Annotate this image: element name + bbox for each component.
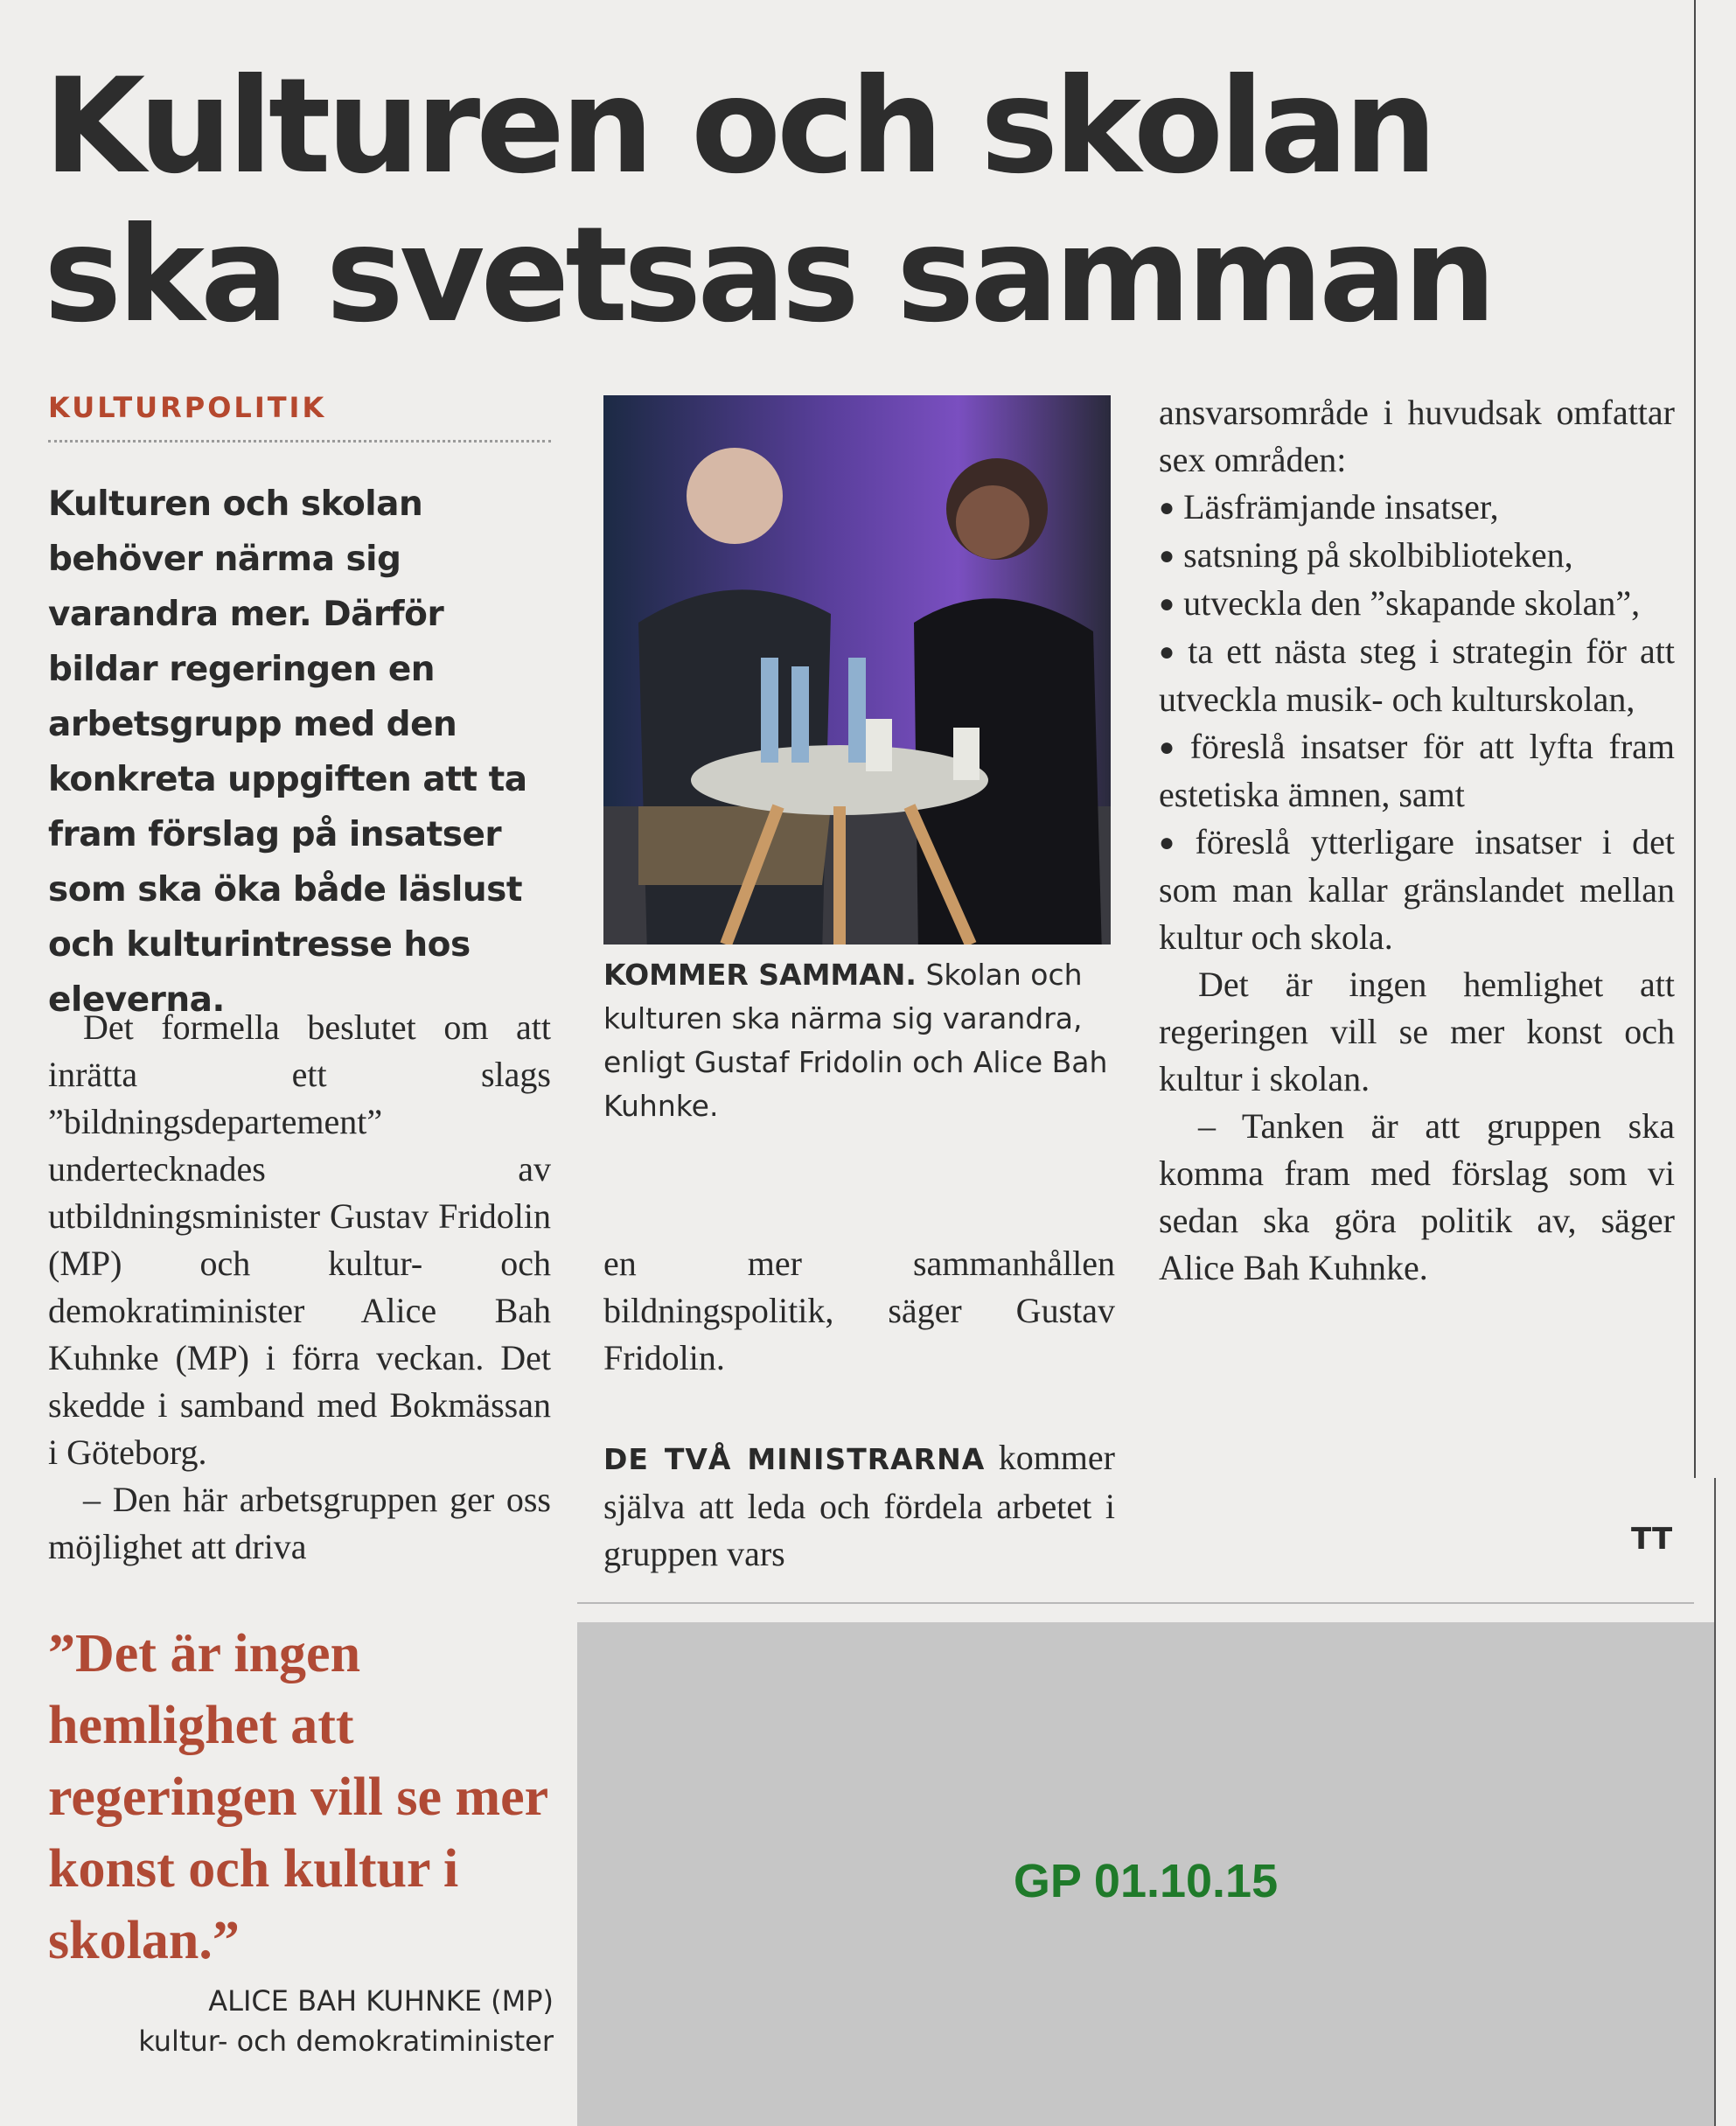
- headline: [44, 52, 1670, 350]
- list-item: ● föreslå ytterligare insatser i det som man kallar gränslandet mellan kultur och skola.: [1159, 819, 1675, 961]
- article-column-3: [1159, 389, 1675, 1292]
- caption-lead: KOMMER SAMMAN.: [603, 958, 917, 992]
- list-item: ● ta ett nästa steg i strategin för att utveckla musik- och kulturskolan,: [1159, 628, 1675, 723]
- quote-attribution: [48, 1981, 554, 2061]
- quote-name: ALICE BAH KUHNKE (MP): [208, 1984, 554, 2018]
- photo-caption: [603, 953, 1115, 1128]
- bullet-list: [1159, 484, 1675, 961]
- paragraph: – Tanken är att gruppen ska komma fram med förslag som vi sedan ska göra politik av, säger Alice Bah Kuhnke.: [1159, 1106, 1675, 1287]
- paragraph: Det formella beslutet om att inrätta ett slags ”bildningsdepartement” undertecknades av utbildningsminister Gustav Fridolin (MP) och kultur- och demokratiminister Alice Bah Kuhnke (MP) i förra veckan. Det skedde i samband med Bokmässan i Göteborg.: [48, 1007, 551, 1472]
- page-edge: [1714, 1478, 1716, 2126]
- source-stamp: GP 01.10.15: [1013, 1855, 1279, 1907]
- photo-illustration: [603, 395, 1111, 945]
- list-item: ● satsning på skolbiblioteken,: [1159, 532, 1675, 580]
- column-rule: [1694, 0, 1696, 1478]
- paragraph-text: kommer själva att leda och fördela arbetet i gruppen vars: [603, 1438, 1115, 1573]
- headline-line2: ska svetsas samman: [44, 199, 1493, 352]
- paragraph: – Den här arbetsgruppen ger oss möjlighet att driva: [48, 1480, 551, 1566]
- article-column-1: [48, 1004, 551, 1571]
- list-item: ● utveckla den ”skapande skolan”,: [1159, 580, 1675, 628]
- runin-heading: DE TVÅ MINISTRARNA: [603, 1442, 986, 1476]
- paragraph: Det är ingen hemlighet att regeringen vill se mer konst och kultur i skolan.: [1159, 965, 1675, 1098]
- article-photo: [603, 395, 1111, 945]
- paragraph: [603, 1434, 1115, 1578]
- headline-line1: Kulturen och skolan: [44, 51, 1433, 203]
- paragraph: en mer sammanhållen bildningspolitik, säger Gustav Fridolin.: [603, 1244, 1115, 1377]
- quote-role: kultur- och demokratiminister: [138, 2025, 554, 2058]
- article-column-2b: [603, 1434, 1115, 1578]
- divider: [577, 1602, 1694, 1604]
- byline-signature: TT: [1631, 1522, 1673, 1557]
- article-column-2: [603, 1240, 1115, 1382]
- pull-quote: ”Det är ingen hemlighet att regeringen vill se mer konst och kultur i skolan.”: [48, 1624, 548, 1970]
- caption-text: Skolan och kulturen ska närma sig varandra, enligt Gustaf Fridolin och Alice Bah Kuhnke.: [603, 958, 1108, 1123]
- list-item: ● föreslå insatser för att lyfta fram estetiska ämnen, samt: [1159, 723, 1675, 819]
- list-item: ● Läsfrämjande insatser,: [1159, 484, 1675, 532]
- paragraph: ansvarsområde i huvudsak omfattar sex områden:: [1159, 393, 1675, 479]
- kicker: KULTURPOLITIK: [48, 391, 551, 443]
- ingress: Kulturen och skolan behöver närma sig varandra mer. Därför bildar regeringen en arbetsgrupp med den konkreta uppgiften att ta fram förslag på insatser som ska öka både läslust och kulturintresse hos eleverna.: [48, 484, 527, 1020]
